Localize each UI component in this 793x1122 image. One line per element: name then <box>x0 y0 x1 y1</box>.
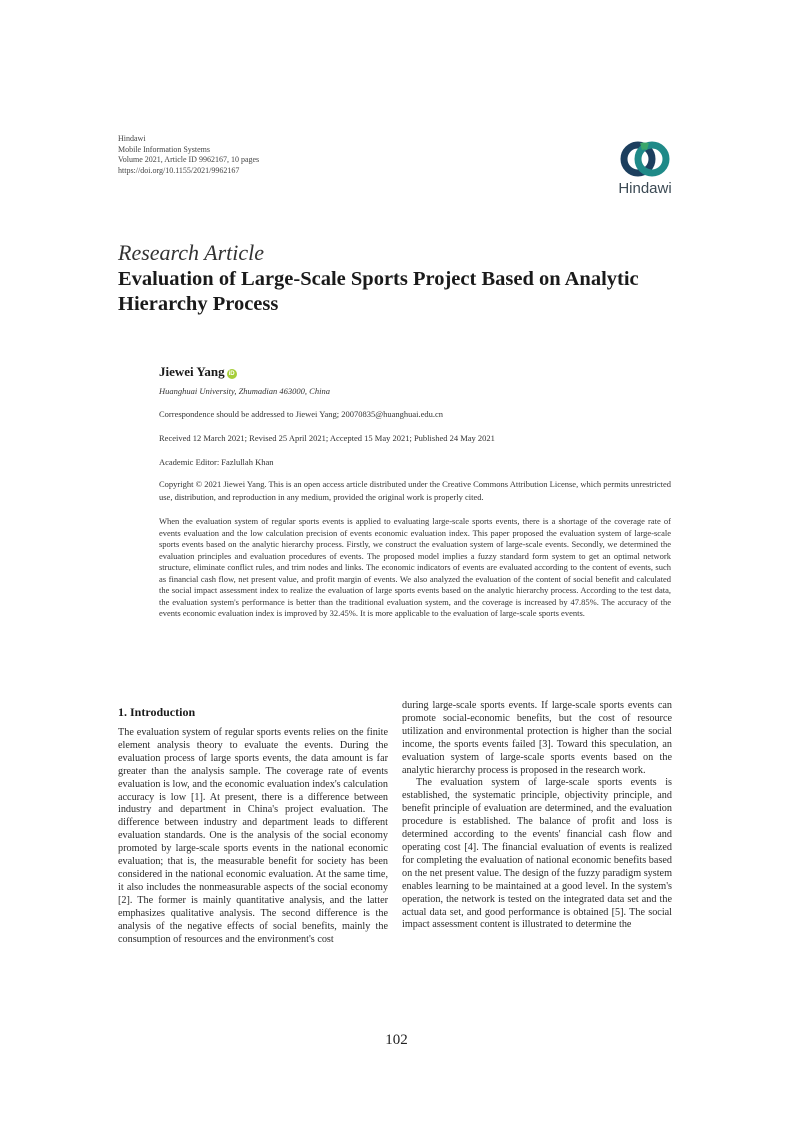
paragraph: during large-scale sports events. If large-scale sports events can promote social-economic benefits, but the cost of resource utilization and environmental protection is higher than the social income, the sports events failed [3]. Toward this speculation, an evaluation system of large-scale sports events based on the analytic hierarchy process is proposed in the research work. <box>402 700 672 776</box>
paragraph: The evaluation system of large-scale sports events is established, the systematic principle, objectivity principle, and benefit principle of evaluation are determined, and the evaluation procedure is established. The balance of profit and loss is determined according to the events' financial cash flow and operating cost [4]. The financial evaluation of events is realized for completing the evaluation of national economic benefits based on the net present value. The design of the fuzzy paradigm system enables learning to be maintained at a good level. In the system's operation, the network is tested on the integrated data set and the actual data set, and good performance is obtained [5]. The social impact assessment content is illustrated to determine the <box>402 777 672 931</box>
publisher-name: Hindawi <box>118 134 146 143</box>
doi-link[interactable]: https://doi.org/10.1155/2021/9962167 <box>118 165 240 175</box>
author-line <box>159 364 237 380</box>
volume-info: Volume 2021, Article ID 9962167, 10 pages <box>118 155 260 164</box>
right-column <box>402 700 672 932</box>
section-heading: 1. Introduction <box>118 705 196 719</box>
academic-editor: Academic Editor: Fazlullah Khan <box>159 457 274 467</box>
left-column <box>118 727 388 946</box>
hindawi-rings-icon <box>619 138 671 180</box>
author-name[interactable]: Jiewei Yang <box>159 364 225 379</box>
hindawi-logo <box>613 138 677 196</box>
article-type: Research Article <box>118 240 265 265</box>
journal-name: Mobile Information Systems <box>118 144 210 154</box>
article-title: Evaluation of Large-Scale Sports Project Based on Analytic Hierarchy Process <box>118 268 639 315</box>
orcid-icon[interactable]: iD <box>228 371 235 377</box>
affiliation: Huanghuai University, Zhumadian 463000, China <box>159 386 330 396</box>
copyright-notice: Copyright © 2021 Jiewei Yang. This is an open access article distributed under the Creative Commons Attribution License, which permits unrestricted use, distribution, and reproduction in any medium, provided the original work is properly cited. <box>159 479 671 502</box>
paragraph: The evaluation system of regular sports events relies on the finite element analysis theory to evaluate the events. During the evaluation process of large sports events, the data amount is far greater than the analysis sample. The coverage rate of events evaluation is low, and the economic evaluation index's calculation accuracy is low [1]. At present, there is a difference between industry and department in China's project evaluation. The difference between industry and department leads to different evaluation standards. One is the analysis of the social economy promoted by large-scale sports events in the national economic evaluation; that is, the measurable benefit for society has been considered in the national economic evaluation. At the same time, it also includes the nonmeasurable aspects of the social economy [2]. The former is mainly quantitative analysis, and the latter emphasizes qualitative analysis. The second difference is the analysis of the negative effects of social benefits, mainly the consumption of resources and the environment's cost <box>118 727 388 945</box>
abstract: When the evaluation system of regular sports events is applied to evaluating large-scale sports events, there is a shortage of the coverage rate of events evaluation and the low calculation precision of events economic evaluation index. This paper proposed the evaluation system of large-scale sports events based on the analytic hierarchy process. Firstly, we construct the evaluation system of large-scale events. Secondly, we determined the evaluation principles and evaluation procedures of events. The proposed model implies a fuzzy standard form system to get an optimal network structure, eliminate conflict rules, and trim nodes and links. The economic indicators of events are evaluated according to the content of events, such as financial cash flow, net present value, and profit margin of events. We also analyzed the evaluation of the content of social benefit and calculated the social impact assessment index to realize the evaluation of large sports events based on the analytic hierarchy process. According to the test data, the evaluation system's performance is better than the traditional evaluation system, and the coverage is increased by 47.85%. The accuracy of the events economic evaluation index is improved by 32.45%. It is more applicable to the evaluation of large-scale sports events. <box>159 516 671 618</box>
correspondence: Correspondence should be addressed to Jiewei Yang; 20070835@huanghuai.edu.cn <box>159 409 444 419</box>
logo-wordmark: Hindawi <box>618 180 672 197</box>
journal-info <box>118 134 259 176</box>
publication-dates: Received 12 March 2021; Revised 25 April 2021; Accepted 15 May 2021; Published 24 May 2021 <box>159 433 495 443</box>
page-number: 102 <box>385 1032 408 1048</box>
